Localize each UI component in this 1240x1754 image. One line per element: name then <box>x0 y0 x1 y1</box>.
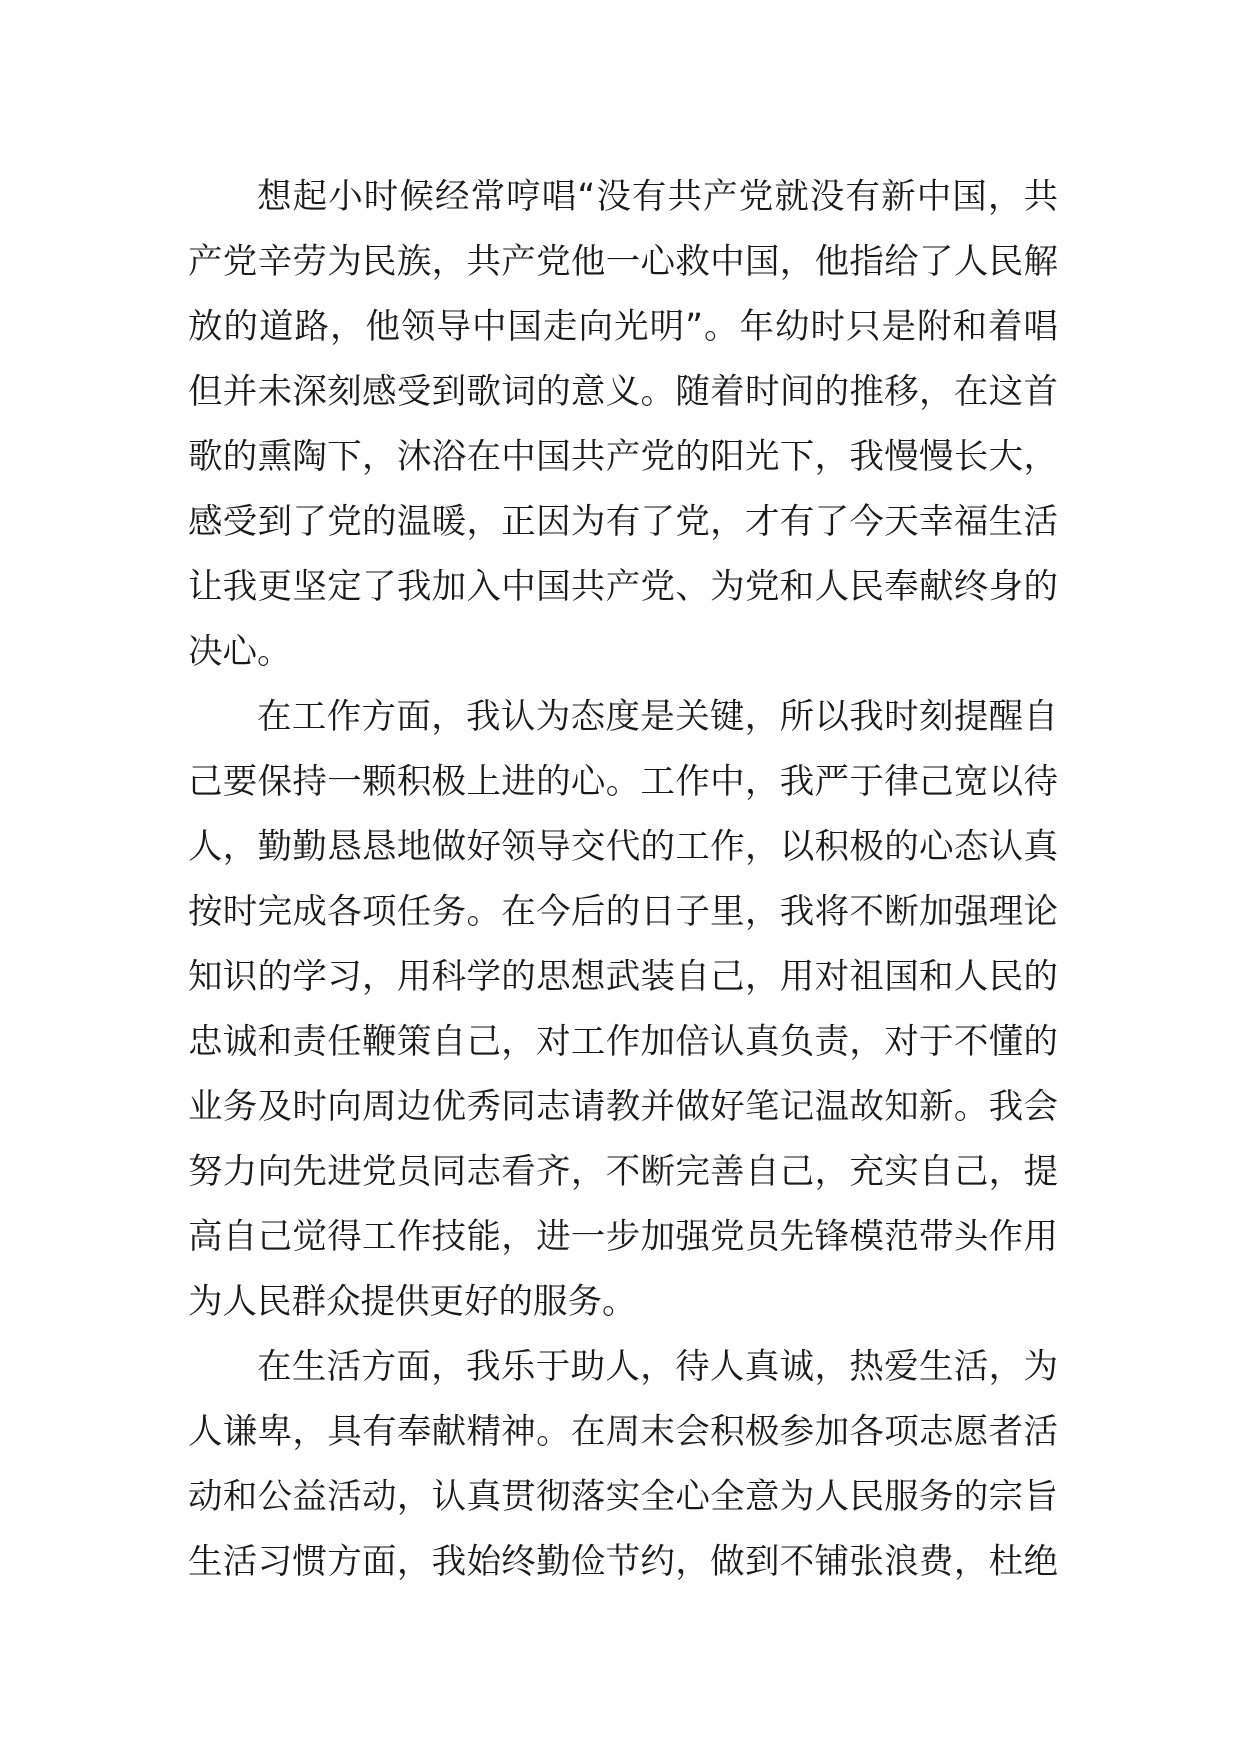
text-line: 按时完成各项任务。在今后的日子里，我将不断加强理论 <box>188 892 1058 932</box>
text-line: 人谦卑，具有奉献精神。在周末会积极参加各项志愿者活 <box>188 1412 1058 1452</box>
text-line: 决心。 <box>188 632 292 672</box>
text-line: 想起小时候经常哼唱“没有共产党就没有新中国，共 <box>257 177 1058 217</box>
text-line: 高自己觉得工作技能，进一步加强党员先锋模范带头作用 <box>188 1217 1058 1257</box>
paragraph-life <box>188 1335 1058 1595</box>
text-line: 己要保持一颗积极上进的心。工作中，我严于律己宽以待 <box>188 762 1058 802</box>
text-line: 让我更坚定了我加入中国共产党、为党和人民奉献终身的 <box>188 567 1058 607</box>
text-line: 产党辛劳为民族，共产党他一心救中国，他指给了人民解 <box>188 242 1058 282</box>
text-line: 动和公益活动，认真贯彻落实全心全意为人民服务的宗旨 <box>188 1477 1058 1517</box>
text-line: 歌的熏陶下，沐浴在中国共产党的阳光下，我慢慢长大， <box>188 437 1058 477</box>
text-line: 在生活方面，我乐于助人，待人真诚，热爱生活，为 <box>257 1347 1058 1387</box>
text-line: 但并未深刻感受到歌词的意义。随着时间的推移，在这首 <box>188 372 1058 412</box>
text-line: 努力向先进党员同志看齐，不断完善自己，充实自己，提 <box>188 1152 1058 1192</box>
paragraph-childhood <box>188 165 1058 685</box>
paragraph-work <box>188 685 1058 1335</box>
text-line: 业务及时向周边优秀同志请教并做好笔记温故知新。我会 <box>188 1087 1058 1127</box>
text-line: 在工作方面，我认为态度是关键，所以我时刻提醒自 <box>257 697 1058 737</box>
text-line: 放的道路，他领导中国走向光明”。年幼时只是附和着唱 <box>188 307 1058 347</box>
text-line: 忠诚和责任鞭策自己，对工作加倍认真负责，对于不懂的 <box>188 1022 1058 1062</box>
text-line: 人，勤勤恳恳地做好领导交代的工作，以积极的心态认真 <box>188 827 1058 867</box>
text-line: 生活习惯方面，我始终勤俭节约，做到不铺张浪费，杜绝 <box>188 1542 1058 1582</box>
text-line: 感受到了党的温暖，正因为有了党，才有了今天幸福生活 <box>188 502 1058 542</box>
text-line: 为人民群众提供更好的服务。 <box>188 1282 637 1322</box>
text-line: 知识的学习，用科学的思想武装自己，用对祖国和人民的 <box>188 957 1058 997</box>
document-body <box>188 165 1058 1595</box>
